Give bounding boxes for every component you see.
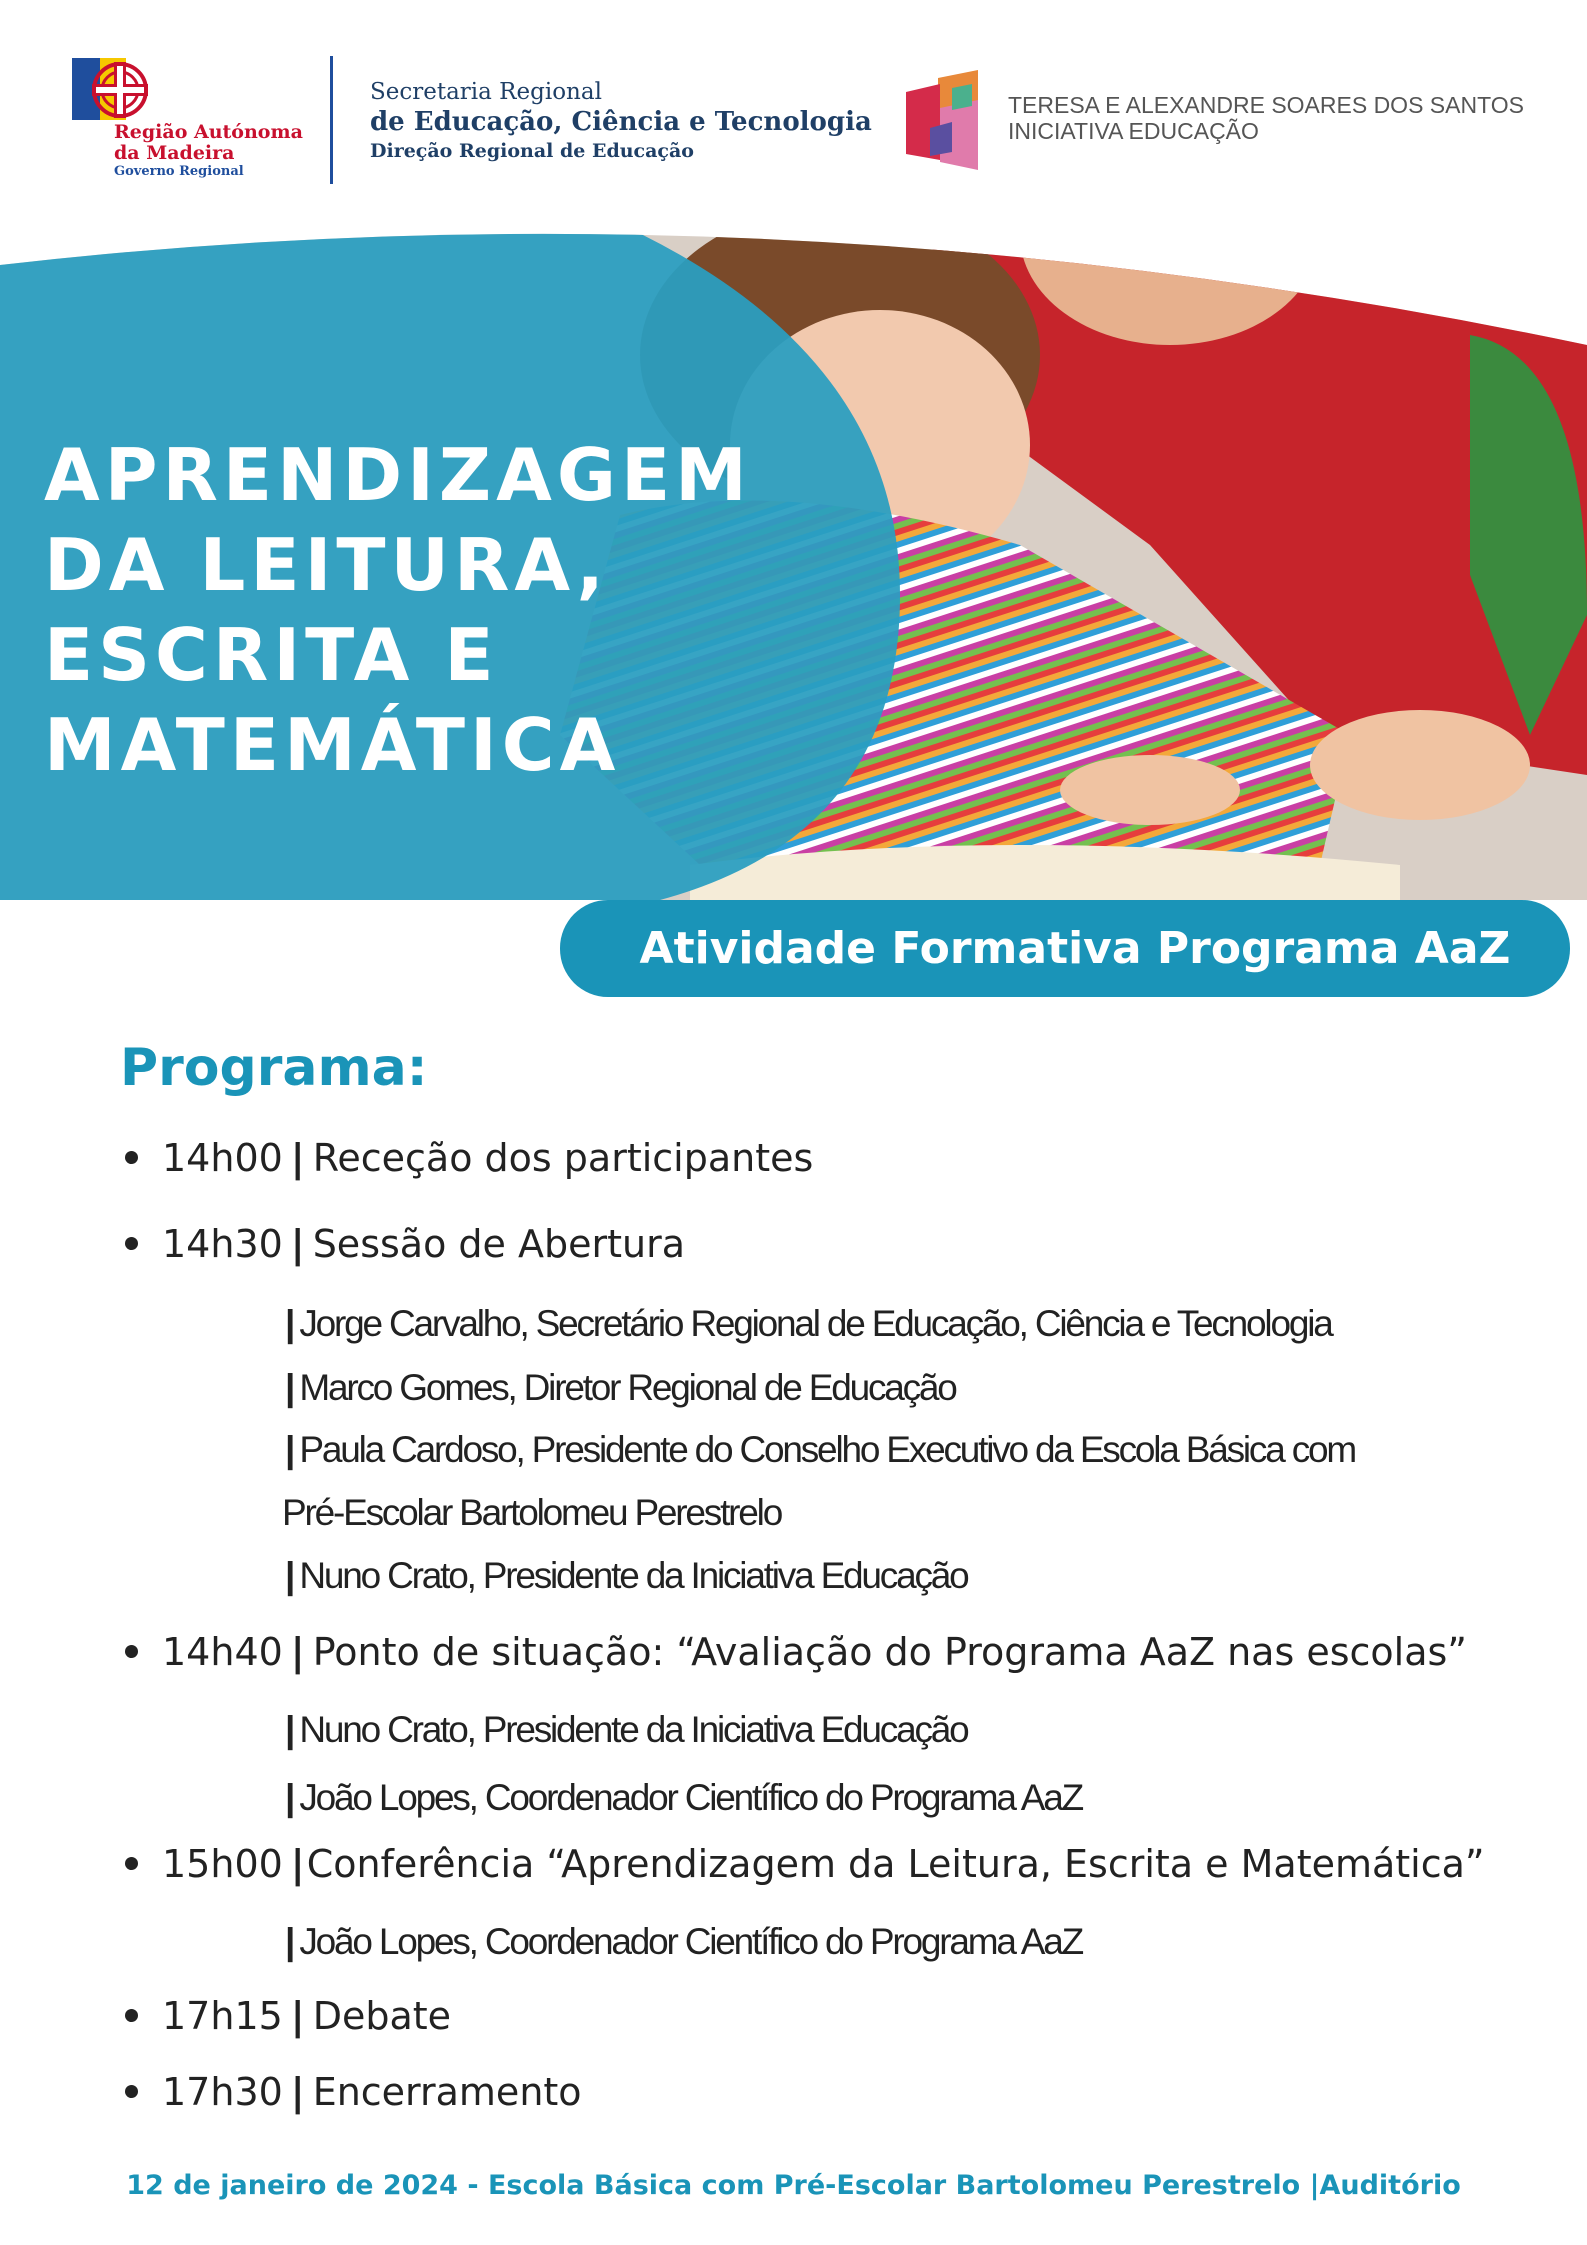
page-header [0,0,1587,220]
secretaria-line-3: Direção Regional de Educação [370,140,694,162]
item-text: Receção dos participantes [312,1136,814,1180]
item-separator: | [290,1842,305,1886]
speaker-bar: | [285,1555,296,1596]
hero-title-line: APRENDIZAGEM [44,433,752,517]
ts-line-1: TERESA E ALEXANDRE SOARES DOS SANTOS [1008,92,1524,118]
item-text: Encerramento [312,2070,582,2114]
programa-item [125,1994,451,2038]
item-separator: | [290,1136,305,1180]
speaker-text: João Lopes, Coordenador Científico do Programa AaZ [299,1777,1083,1818]
secretaria-line-1: Secretaria Regional [370,79,602,105]
item-time: 15h00 [162,1842,283,1886]
speaker-text: Nuno Crato, Presidente da Iniciativa Educação [299,1709,968,1750]
iniciativa-educacao-logo-icon [900,70,990,170]
secretaria-regional-wordmark [370,78,872,164]
bullet-icon [125,1237,138,1250]
item-time: 14h40 [162,1630,283,1674]
programa-heading: Programa: [120,1038,428,1098]
programa-item [125,2070,582,2114]
item-time: 17h30 [162,2070,283,2114]
item-separator: | [290,1630,305,1674]
speaker-text: Jorge Carvalho, Secretário Regional de Educação, Ciência e Tecnologia [299,1303,1332,1344]
regiao-madeira-wordmark [114,122,303,180]
speaker-line [285,1920,1082,1964]
speaker-bar: | [285,1367,296,1408]
bullet-icon [125,2009,138,2022]
speaker-bar: | [285,1303,296,1344]
hero-title-line: ESCRITA E [44,613,499,697]
bullet-icon [125,1645,138,1658]
item-time: 14h00 [162,1136,283,1180]
rm-line-2: da Madeira [114,142,235,164]
programa-item [125,1136,813,1180]
speaker-text: Nuno Crato, Presidente da Iniciativa Educação [299,1555,968,1596]
bullet-icon [125,1857,138,1870]
hero-title [44,430,804,790]
speaker-line [285,1554,968,1598]
item-text: Debate [312,1994,452,2038]
speaker-text: Pré-Escolar Bartolomeu Perestrelo [282,1492,782,1533]
speaker-text: João Lopes, Coordenador Científico do Programa AaZ [299,1921,1083,1962]
item-separator: | [290,1222,305,1266]
item-separator: | [290,2070,305,2114]
speaker-text: Paula Cardoso, Presidente do Conselho Executivo da Escola Básica com [299,1429,1355,1470]
speaker-line-continued [282,1491,781,1535]
header-divider [330,56,333,184]
hero-title-line: MATEMÁTICA [44,703,621,787]
speaker-bar: | [285,1921,296,1962]
bullet-icon [125,2085,138,2098]
programa-item [125,1630,1467,1674]
bullet-icon [125,1151,138,1164]
speaker-bar: | [285,1429,296,1470]
speaker-text: Marco Gomes, Diretor Regional de Educação [299,1367,956,1408]
speaker-bar: | [285,1777,296,1818]
speaker-line [285,1302,1332,1346]
rm-line-1: Região Autónoma [114,121,303,143]
hero-title-line: DA LEITURA, [44,523,609,607]
speaker-line [285,1366,956,1410]
activity-badge: Atividade Formativa Programa AaZ [560,900,1570,997]
event-details-footer: 12 de janeiro de 2024 - Escola Básica com Pré-Escolar Bartolomeu Perestrelo |Auditório [126,2170,1461,2201]
iniciativa-educacao-wordmark [1008,92,1524,144]
secretaria-line-2: de Educação, Ciência e Tecnologia [370,107,872,137]
programa-item [125,1842,1485,1886]
item-time: 14h30 [162,1222,283,1266]
speaker-bar: | [285,1709,296,1750]
item-text: Sessão de Abertura [312,1222,685,1266]
ts-line-2: INICIATIVA EDUCAÇÃO [1008,118,1259,144]
programa-item [125,1222,685,1266]
speaker-line [285,1776,1082,1820]
item-text: Ponto de situação: “Avaliação do Programa AaZ nas escolas” [312,1630,1467,1674]
rm-governo: Governo Regional [114,164,244,179]
item-text: Conferência “Aprendizagem da Leitura, Escrita e Matemática” [306,1842,1485,1886]
item-time: 17h15 [162,1994,283,2038]
speaker-line [285,1428,1355,1472]
speaker-line [285,1708,968,1752]
item-separator: | [290,1994,305,2038]
